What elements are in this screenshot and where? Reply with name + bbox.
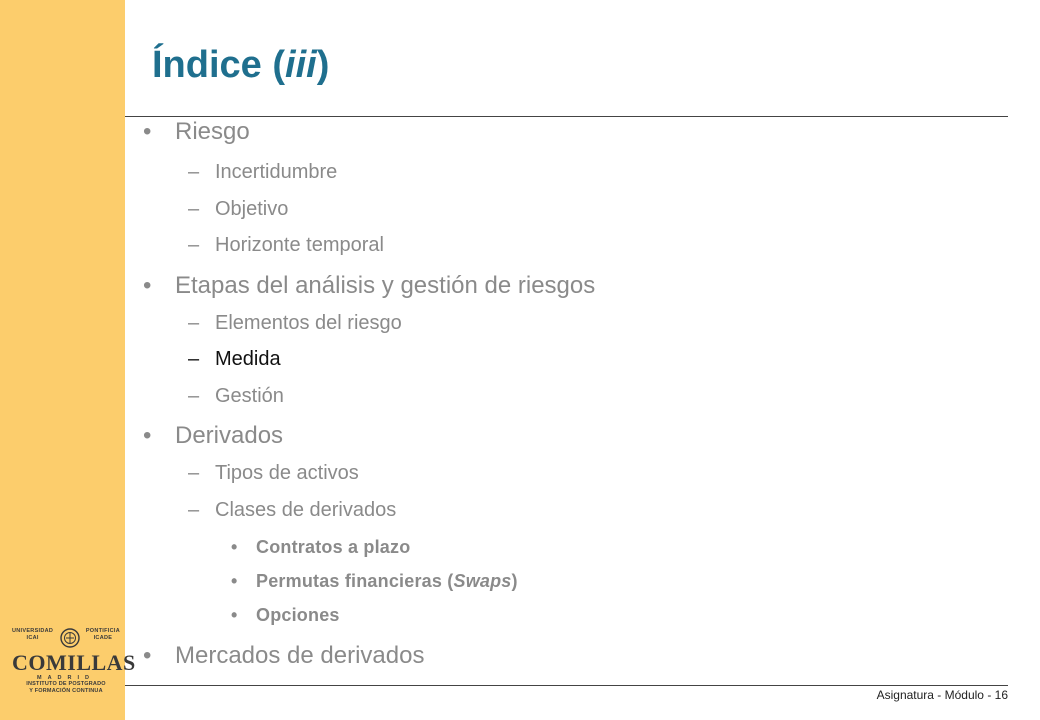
bullet-mark: • <box>143 422 152 449</box>
dash-mark: – <box>188 385 200 407</box>
logo-brand: COMILLAS <box>12 650 136 675</box>
title-italic: iii <box>285 44 317 86</box>
dash-mark: – <box>188 499 200 521</box>
outline-label: Elementos del riesgo <box>215 312 402 334</box>
outline-label: Horizonte temporal <box>215 234 384 256</box>
slide-title <box>152 42 329 88</box>
bullet-mark: • <box>231 605 238 625</box>
logo-text-icade: ICADE <box>93 635 113 641</box>
logo-text-pontificia: PONTIFICIA <box>85 628 120 634</box>
footer-page-label: Asignatura - Módulo - 16 <box>876 688 1008 702</box>
outline-label: Incertidumbre <box>215 161 338 183</box>
title-divider <box>125 116 1008 117</box>
bullet-mark: • <box>231 537 238 557</box>
logo-institute-line2: Y FORMACIÓN CONTINUA <box>29 688 103 694</box>
outline-label: Riesgo <box>175 118 250 145</box>
outline-label: Contratos a plazo <box>256 537 411 557</box>
dash-mark: – <box>188 312 200 334</box>
title-end: ) <box>316 44 330 86</box>
permutas-text: Permutas financieras ( <box>256 571 454 591</box>
bullet-mark: • <box>143 272 152 299</box>
outline-label: Derivados <box>175 422 284 449</box>
outline-label: Tipos de activos <box>215 462 359 484</box>
outline-label: Mercados de derivados <box>175 642 425 669</box>
seal-icon <box>60 628 80 648</box>
outline-label: Objetivo <box>215 198 289 220</box>
permutas-close: ) <box>511 571 518 591</box>
dash-mark: – <box>188 348 200 370</box>
sidebar-band <box>0 0 136 720</box>
bullet-mark: • <box>231 571 238 591</box>
logo-city: MADRID <box>37 675 95 681</box>
dash-mark: – <box>188 161 200 183</box>
outline-label: Gestión <box>215 385 284 407</box>
title-main: Índice ( <box>152 44 286 86</box>
outline-label: Etapas del análisis y gestión de riesgos <box>175 272 596 299</box>
bullet-mark: • <box>143 118 152 145</box>
logo-institute-line1: INSTITUTO DE POSTGRADO <box>26 681 106 687</box>
dash-mark: – <box>188 198 200 220</box>
footer-divider <box>125 685 1008 686</box>
dash-mark: – <box>188 234 200 256</box>
university-logo <box>12 628 136 708</box>
outline-label <box>256 571 518 592</box>
outline-label: Medida <box>215 348 281 370</box>
logo-text-icai: ICAI <box>26 635 39 641</box>
bullet-mark: • <box>143 642 152 669</box>
permutas-italic: Swaps <box>453 571 512 591</box>
outline-label: Opciones <box>256 605 340 625</box>
outline-label: Clases de derivados <box>215 499 397 521</box>
dash-mark: – <box>188 462 200 484</box>
logo-text-universidad: UNIVERSIDAD <box>12 628 54 634</box>
